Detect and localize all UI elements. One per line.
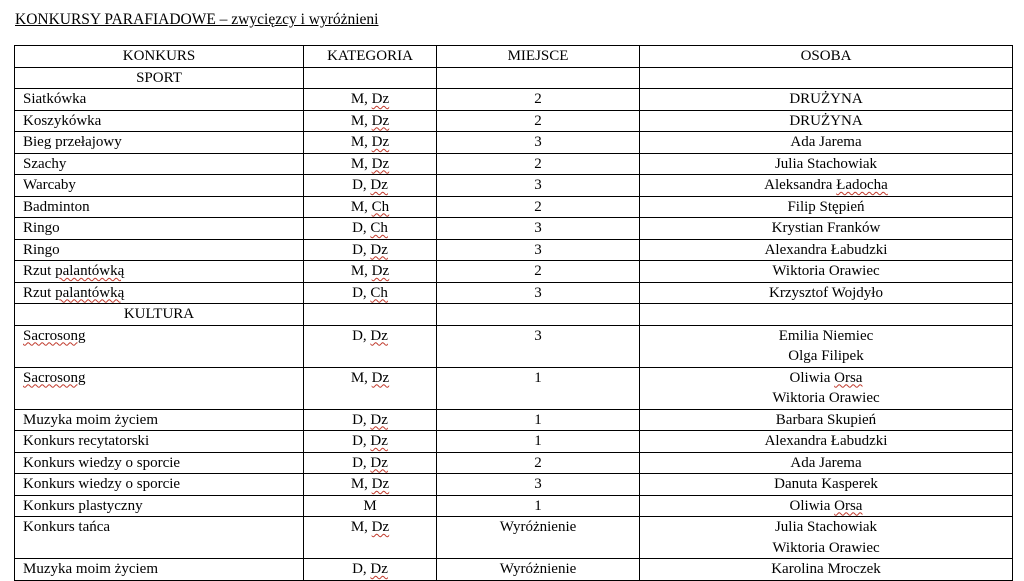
table-row bbox=[15, 474, 1013, 496]
konkurs-cell: Bieg przełajowy bbox=[15, 132, 304, 154]
spellcheck-word: Ładocha bbox=[836, 177, 888, 193]
miejsce-cell: 3 bbox=[437, 282, 640, 304]
kategoria-cell: M, Dz bbox=[304, 132, 437, 154]
spellcheck-word: Dz bbox=[370, 327, 388, 344]
spellcheck-word: Ch bbox=[371, 198, 390, 215]
spellcheck-word: Ch bbox=[370, 284, 388, 301]
konkurs-cell: Badminton bbox=[15, 196, 304, 218]
spellcheck-word: Sacrosong bbox=[23, 369, 86, 386]
person-name: Wiktoria Orawiec bbox=[772, 263, 880, 279]
osoba-cell bbox=[640, 367, 1013, 409]
miejsce-cell: 2 bbox=[437, 110, 640, 132]
miejsce-cell: 2 bbox=[437, 89, 640, 111]
miejsce-cell: 3 bbox=[437, 175, 640, 197]
kategoria-cell: D, Dz bbox=[304, 431, 437, 453]
miejsce-cell: 3 bbox=[437, 474, 640, 496]
spellcheck-word: Dz bbox=[371, 263, 390, 279]
header-kategoria: KATEGORIA bbox=[304, 46, 437, 68]
spellcheck-word: Dz bbox=[371, 112, 390, 129]
section-row bbox=[15, 304, 1013, 326]
person-name: Julia Stachowiak bbox=[774, 519, 878, 535]
table-row bbox=[15, 261, 1013, 283]
table-row bbox=[15, 132, 1013, 154]
person-name: Danuta Kasperek bbox=[774, 476, 878, 492]
miejsce-cell: 3 bbox=[437, 325, 640, 367]
table-row bbox=[15, 409, 1013, 431]
table-body bbox=[15, 67, 1013, 580]
konkurs-cell: Siatkówka bbox=[15, 89, 304, 111]
spellcheck-word: Dz bbox=[370, 433, 388, 449]
spellcheck-word: Dz bbox=[371, 519, 390, 535]
person-name: Ada Jarema bbox=[790, 454, 862, 471]
miejsce-cell: 1 bbox=[437, 495, 640, 517]
table-row bbox=[15, 325, 1013, 367]
table-row bbox=[15, 175, 1013, 197]
person-name: Wiktoria Orawiec bbox=[772, 539, 880, 556]
miejsce-cell: 1 bbox=[437, 431, 640, 453]
osoba-cell bbox=[640, 409, 1013, 431]
kategoria-cell: D, Ch bbox=[304, 282, 437, 304]
konkurs-cell: Ringo bbox=[15, 218, 304, 240]
spellcheck-word: palantówką bbox=[55, 284, 125, 301]
document-title: KONKURSY PARAFIADOWE – zwycięzcy i wyróżnieni bbox=[15, 11, 379, 28]
kategoria-cell: M, Dz bbox=[304, 153, 437, 175]
miejsce-cell: Wyróżnienie bbox=[437, 517, 640, 559]
konkurs-cell: Muzyka moim życiem bbox=[15, 409, 304, 431]
miejsce-cell: 3 bbox=[437, 132, 640, 154]
miejsce-cell: 2 bbox=[437, 452, 640, 474]
section-title: KULTURA bbox=[15, 304, 304, 326]
miejsce-cell: 2 bbox=[437, 261, 640, 283]
empty-cell bbox=[304, 67, 437, 89]
table-row bbox=[15, 239, 1013, 261]
osoba-cell bbox=[640, 325, 1013, 367]
empty-cell bbox=[304, 304, 437, 326]
konkurs-cell: Rzut palantówką bbox=[15, 282, 304, 304]
table-header-row bbox=[15, 46, 1013, 68]
konkurs-cell: Konkurs tańca bbox=[15, 517, 304, 559]
konkurs-cell bbox=[15, 325, 304, 367]
kategoria-cell: D, Dz bbox=[304, 175, 437, 197]
miejsce-cell: 2 bbox=[437, 196, 640, 218]
person-name: Alexandra Łabudzki bbox=[764, 241, 888, 258]
spellcheck-word: Dz bbox=[371, 476, 390, 492]
person-name: Ada Jarema bbox=[790, 134, 862, 150]
kategoria-cell: M, Dz bbox=[304, 367, 437, 409]
osoba-cell bbox=[640, 559, 1013, 581]
person-name: Oliwia Orsa bbox=[789, 369, 863, 386]
table-row bbox=[15, 517, 1013, 559]
person-name: Barbara Skupień bbox=[775, 411, 877, 428]
kategoria-cell: M, Dz bbox=[304, 474, 437, 496]
miejsce-cell: 1 bbox=[437, 409, 640, 431]
person-name: Emilia Niemiec bbox=[778, 327, 874, 344]
kategoria-cell: D, Dz bbox=[304, 559, 437, 581]
kategoria-cell: D, Dz bbox=[304, 452, 437, 474]
osoba-cell bbox=[640, 452, 1013, 474]
miejsce-cell: Wyróżnienie bbox=[437, 559, 640, 581]
header-konkurs: KONKURS bbox=[15, 46, 304, 68]
kategoria-cell: M bbox=[304, 495, 437, 517]
table-row bbox=[15, 495, 1013, 517]
konkurs-cell: Konkurs plastyczny bbox=[15, 495, 304, 517]
osoba-cell bbox=[640, 153, 1013, 175]
empty-cell bbox=[640, 67, 1013, 89]
osoba-cell bbox=[640, 89, 1013, 111]
spellcheck-word: Dz bbox=[371, 91, 390, 107]
osoba-cell bbox=[640, 175, 1013, 197]
osoba-cell bbox=[640, 495, 1013, 517]
spellcheck-word: Dz bbox=[371, 134, 390, 150]
miejsce-cell: 2 bbox=[437, 153, 640, 175]
empty-cell bbox=[437, 304, 640, 326]
konkurs-cell: Warcaby bbox=[15, 175, 304, 197]
spellcheck-word: Dz bbox=[370, 561, 388, 577]
osoba-cell bbox=[640, 196, 1013, 218]
spellcheck-word: Dz bbox=[370, 454, 388, 471]
spellcheck-word: Dz bbox=[371, 369, 390, 386]
kategoria-cell: D, Dz bbox=[304, 409, 437, 431]
miejsce-cell: 1 bbox=[437, 367, 640, 409]
kategoria-cell: D, Dz bbox=[304, 325, 437, 367]
konkurs-cell: Konkurs wiedzy o sporcie bbox=[15, 452, 304, 474]
section-title: SPORT bbox=[15, 67, 304, 89]
empty-cell bbox=[437, 67, 640, 89]
kategoria-cell: M, Dz bbox=[304, 89, 437, 111]
osoba-cell bbox=[640, 239, 1013, 261]
osoba-cell bbox=[640, 110, 1013, 132]
person-name: Filip Stępień bbox=[787, 198, 865, 215]
table-row bbox=[15, 367, 1013, 409]
spellcheck-word: Dz bbox=[370, 177, 388, 193]
osoba-cell bbox=[640, 517, 1013, 559]
kategoria-cell: M, Dz bbox=[304, 261, 437, 283]
konkurs-cell: Ringo bbox=[15, 239, 304, 261]
konkurs-cell: Szachy bbox=[15, 153, 304, 175]
osoba-cell bbox=[640, 282, 1013, 304]
table-row bbox=[15, 431, 1013, 453]
osoba-cell bbox=[640, 474, 1013, 496]
osoba-cell bbox=[640, 132, 1013, 154]
table-row bbox=[15, 282, 1013, 304]
table-row bbox=[15, 153, 1013, 175]
header-osoba: OSOBA bbox=[640, 46, 1013, 68]
person-name: Wiktoria Orawiec bbox=[772, 390, 880, 406]
person-name: DRUŻYNA bbox=[789, 91, 863, 107]
konkurs-cell: Rzut palantówką bbox=[15, 261, 304, 283]
konkurs-cell bbox=[15, 367, 304, 409]
spellcheck-word: Orsa bbox=[834, 369, 863, 386]
spellcheck-word: Orsa bbox=[834, 497, 863, 514]
spellcheck-word: palantówką bbox=[55, 263, 125, 279]
person-name: Alexandra Łabudzki bbox=[764, 433, 888, 449]
miejsce-cell: 3 bbox=[437, 239, 640, 261]
konkurs-cell: Konkurs recytatorski bbox=[15, 431, 304, 453]
section-row bbox=[15, 67, 1013, 89]
person-name: Karolina Mroczek bbox=[771, 561, 881, 577]
konkurs-cell: Konkurs wiedzy o sporcie bbox=[15, 474, 304, 496]
spellcheck-word: Dz bbox=[370, 241, 388, 258]
kategoria-cell: M, Ch bbox=[304, 196, 437, 218]
kategoria-cell: D, Ch bbox=[304, 218, 437, 240]
table-row bbox=[15, 89, 1013, 111]
person-name: Olga Filipek bbox=[788, 348, 864, 364]
person-name: Krzysztof Wojdyło bbox=[769, 284, 883, 301]
table-row bbox=[15, 452, 1013, 474]
table-row bbox=[15, 196, 1013, 218]
kategoria-cell: M, Dz bbox=[304, 110, 437, 132]
results-table bbox=[14, 45, 1013, 581]
osoba-cell bbox=[640, 261, 1013, 283]
konkurs-cell: Koszykówka bbox=[15, 110, 304, 132]
empty-cell bbox=[640, 304, 1013, 326]
person-name: Aleksandra Ładocha bbox=[764, 177, 888, 193]
person-name: Julia Stachowiak bbox=[774, 155, 878, 172]
spellcheck-word: Dz bbox=[370, 411, 388, 428]
osoba-cell bbox=[640, 218, 1013, 240]
spellcheck-word: Ch bbox=[370, 220, 388, 236]
person-name: Krystian Franków bbox=[771, 220, 881, 236]
table-row bbox=[15, 218, 1013, 240]
miejsce-cell: 3 bbox=[437, 218, 640, 240]
spellcheck-word: Sacrosong bbox=[23, 327, 86, 344]
table-row bbox=[15, 559, 1013, 581]
kategoria-cell: M, Dz bbox=[304, 517, 437, 559]
person-name: DRUŻYNA bbox=[789, 112, 863, 129]
kategoria-cell: D, Dz bbox=[304, 239, 437, 261]
header-miejsce: MIEJSCE bbox=[437, 46, 640, 68]
table-row bbox=[15, 110, 1013, 132]
spellcheck-word: Dz bbox=[371, 155, 390, 172]
person-name: Oliwia Orsa bbox=[789, 497, 863, 514]
konkurs-cell: Muzyka moim życiem bbox=[15, 559, 304, 581]
osoba-cell bbox=[640, 431, 1013, 453]
